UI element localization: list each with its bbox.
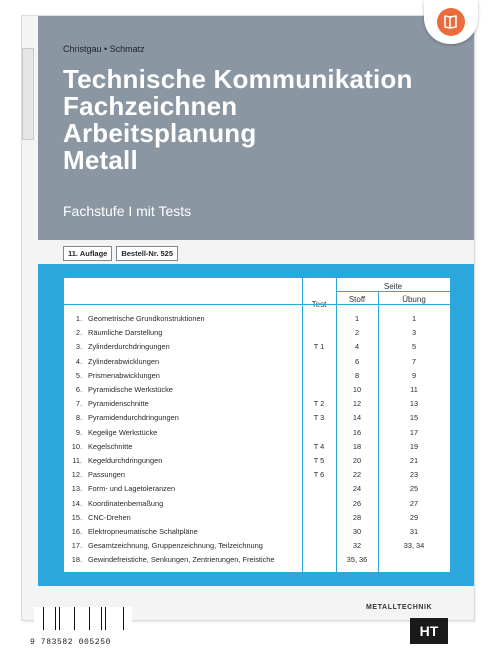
row-stoff-page: 28	[352, 512, 362, 522]
cover-tab	[22, 48, 34, 140]
row-uebung-page: 27	[409, 498, 419, 508]
header-stoff: Stoff	[348, 295, 366, 304]
row-stoff-page: 1	[354, 314, 360, 323]
row-test: T 2	[313, 399, 325, 409]
row-uebung-page: 31	[409, 527, 419, 536]
row-stoff-page: 4	[354, 342, 360, 352]
row-number: 4.	[75, 356, 82, 366]
edition-badge: 11. Auflage	[63, 246, 112, 261]
barcode	[34, 607, 132, 630]
row-stoff-page: 16	[352, 427, 362, 437]
order-number-badge: Bestell-Nr. 525	[116, 246, 178, 261]
header-divider	[64, 304, 450, 305]
title-line: Arbeitsplanung	[63, 118, 257, 148]
row-title: Pyramidenschnitte	[88, 399, 149, 409]
row-number: 18.	[71, 555, 82, 565]
table-of-contents	[64, 278, 450, 572]
table-row	[64, 411, 450, 425]
row-stoff-page: 14	[352, 413, 362, 423]
row-number: 10.	[71, 441, 82, 451]
row-number: 2.	[75, 328, 82, 338]
title-line: Technische Kommunikation	[63, 64, 413, 94]
row-stoff-page: 35, 36	[346, 555, 368, 565]
row-number: 1.	[75, 314, 82, 323]
row-number: 3.	[75, 342, 82, 352]
row-title: Gesamtzeichnung, Gruppenzeichnung, Teilzeichnung	[88, 541, 263, 551]
table-row	[64, 326, 450, 340]
table-row	[64, 482, 450, 496]
row-number: 16.	[71, 527, 82, 536]
row-number: 7.	[75, 399, 82, 409]
row-uebung-page: 1	[411, 314, 417, 323]
row-number: 13.	[71, 484, 82, 494]
row-title: Kegelige Werkstücke	[88, 427, 158, 437]
row-title: Pyramidendurchdringungen	[88, 413, 179, 423]
row-test: T 3	[313, 413, 325, 423]
row-title: Gewindefreistiche, Senkungen, Zentrierungen, Freistiche	[88, 555, 275, 565]
isbn-digits: 9 783582 005250	[30, 638, 112, 647]
title-line: Fachzeichnen	[63, 91, 238, 121]
table-row	[64, 468, 450, 482]
table-row	[64, 383, 450, 397]
row-uebung-page: 9	[411, 370, 417, 380]
row-stoff-page: 22	[352, 470, 362, 480]
row-title: Kegeldurchdringungen	[88, 456, 163, 465]
row-number: 8.	[75, 413, 82, 423]
row-title: Kegelschnitte	[88, 441, 133, 451]
row-test: T 5	[313, 456, 325, 465]
row-number: 5.	[75, 370, 82, 380]
row-title: Räumliche Darstellung	[88, 328, 163, 338]
table-row	[64, 454, 450, 468]
row-title: Zylinderdurchdringungen	[88, 342, 170, 352]
table-row	[64, 539, 450, 553]
row-title: Pyramidische Werkstücke	[88, 385, 173, 394]
row-title: CNC-Drehen	[88, 512, 131, 522]
row-stoff-page: 18	[352, 441, 362, 451]
row-title: Form- und Lagetoleranzen	[88, 484, 176, 494]
edition-badges	[63, 246, 178, 261]
row-title: Geometrische Grundkonstruktionen	[88, 314, 205, 323]
row-stoff-page: 24	[352, 484, 362, 494]
row-number: 6.	[75, 385, 82, 394]
table-row	[64, 511, 450, 525]
row-uebung-page: 25	[409, 484, 419, 494]
row-number: 9.	[75, 427, 82, 437]
table-row	[64, 440, 450, 454]
authors: Christgau • Schmatz	[63, 44, 145, 54]
row-uebung-page: 17	[409, 427, 419, 437]
table-row	[64, 369, 450, 383]
row-title: Koordinatenbemaßung	[88, 498, 164, 508]
table-row	[64, 312, 450, 326]
row-uebung-page: 23	[409, 470, 419, 480]
header-seite: Seite	[383, 282, 403, 291]
row-stoff-page: 12	[352, 399, 362, 409]
row-stoff-page: 26	[352, 498, 362, 508]
table-row	[64, 553, 450, 567]
row-stoff-page: 30	[352, 527, 362, 536]
row-uebung-page: 13	[409, 399, 419, 409]
row-stoff-page: 32	[352, 541, 362, 551]
grey-title-band	[38, 16, 474, 258]
book-subtitle: Fachstufe I mit Tests	[63, 203, 192, 219]
row-test: T 4	[313, 441, 325, 451]
table-row	[64, 397, 450, 411]
row-stoff-page: 6	[354, 356, 360, 366]
header-divider	[336, 291, 450, 292]
row-stoff-page: 8	[354, 370, 360, 380]
row-stoff-page: 20	[352, 456, 362, 465]
table-row	[64, 355, 450, 369]
table-row	[64, 340, 450, 354]
publisher-logo	[410, 618, 448, 644]
book-title	[63, 66, 413, 174]
open-book-icon	[437, 8, 465, 36]
row-uebung-page: 3	[411, 328, 417, 338]
row-uebung-page: 11	[410, 385, 418, 394]
table-row	[64, 426, 450, 440]
row-number: 17.	[71, 541, 82, 551]
row-title: Passungen	[88, 470, 125, 480]
table-row	[64, 525, 450, 539]
row-title: Zylinderabwicklungen	[88, 356, 160, 366]
logo-text: HT	[419, 623, 439, 639]
table-row	[64, 497, 450, 511]
row-title: Elektropneumatische Schaltpläne	[88, 527, 198, 536]
row-uebung-page: 5	[411, 342, 417, 352]
row-number: 11.	[72, 456, 82, 465]
row-uebung-page: 29	[409, 512, 419, 522]
blue-contents-band	[38, 264, 474, 586]
row-test: T 1	[313, 342, 325, 352]
row-uebung-page: 7	[411, 356, 417, 366]
row-number: 15.	[71, 512, 82, 522]
series-label: METALLTECHNIK	[366, 604, 433, 611]
title-line: Metall	[63, 145, 138, 175]
row-uebung-page: 21	[409, 456, 419, 465]
row-number: 14.	[71, 498, 82, 508]
row-test: T 6	[313, 470, 325, 480]
row-uebung-page: 15	[409, 413, 419, 423]
row-stoff-page: 2	[354, 328, 360, 338]
row-title: Prismenabwicklungen	[88, 370, 160, 380]
row-stoff-page: 10	[352, 385, 362, 394]
row-uebung-page: 33, 34	[403, 541, 425, 551]
row-number: 12.	[71, 470, 82, 480]
row-uebung-page: 19	[409, 441, 419, 451]
header-uebung: Übung	[402, 295, 426, 304]
